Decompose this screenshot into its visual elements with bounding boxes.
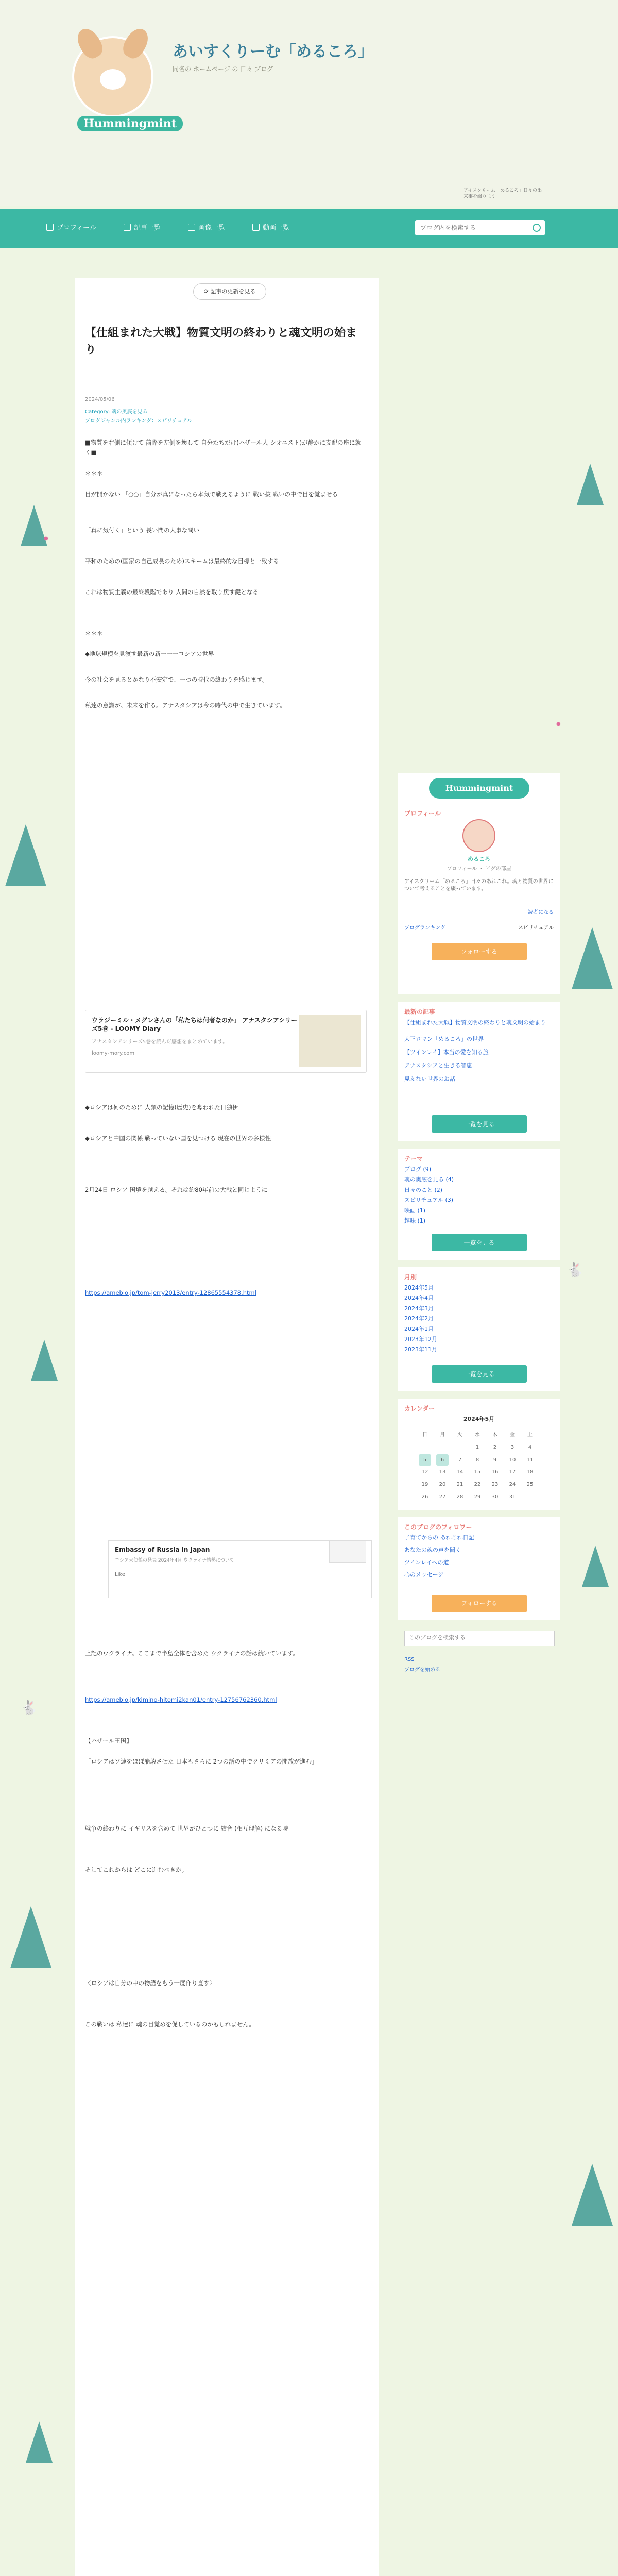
calendar-weekday: 月 xyxy=(440,1432,445,1438)
header-mini-info: アイスクリーム「めるころ」日々の出来事を綴ります xyxy=(464,188,542,199)
calendar-day[interactable]: 4 xyxy=(528,1445,532,1450)
calendar-day[interactable]: 21 xyxy=(456,1482,464,1487)
profile-widget xyxy=(398,773,560,994)
follower-widget xyxy=(398,1517,560,1620)
archive-widget xyxy=(398,1267,560,1391)
calendar-day[interactable]: 19 xyxy=(421,1482,428,1487)
calendar-weekday: 木 xyxy=(492,1432,497,1438)
rabbit-icon: 🐇 xyxy=(566,1262,583,1278)
paragraph: ◆ロシアと中国の関係 戦っていない国を見つける 現在の世界の多様性 xyxy=(85,1134,271,1142)
link-card-desc: アナスタシアシリーズ5巻を読んだ感想をまとめています。 xyxy=(92,1039,228,1045)
search-input[interactable] xyxy=(415,220,535,235)
archive-more-button[interactable]: 一覧を見る xyxy=(432,1365,527,1383)
profile-icon xyxy=(46,224,54,231)
archive-item[interactable]: 2023年11月 xyxy=(404,1346,437,1353)
paragraph: 目が開かない 「○○」自分が真になったら本気で戦えるように 戦い抜 戦いの中で目を覚ませる xyxy=(85,490,338,498)
paragraph: ■物質を右側に傾けて 前際を左側を壊して 自分たちだけ(ハザール人 シオニスト)が静かに支配の座に就く■ xyxy=(85,439,362,456)
dot-decoration: ● xyxy=(44,536,48,541)
calendar-day[interactable]: 2 xyxy=(493,1445,497,1450)
archive-item[interactable]: 2024年3月 xyxy=(404,1305,434,1312)
calendar-day[interactable]: 11 xyxy=(526,1457,534,1463)
site-title[interactable]: あいすくりーむ「めるころ」 xyxy=(173,43,373,61)
paragraph: 「真に気付く」という 長い間の大事な問い xyxy=(85,527,200,534)
rabbit-icon: 🐇 xyxy=(21,1700,38,1716)
search-icon[interactable] xyxy=(533,224,541,232)
paragraph: ◆ロシアは何のために 人類の記憶(歴史)を奪われた日独伊 xyxy=(85,1104,238,1111)
entry-date: 2024/05/06 xyxy=(85,397,115,402)
paragraph: ＊＊＊ xyxy=(85,470,103,477)
calendar-day xyxy=(454,1442,466,1453)
calendar-day[interactable]: 12 xyxy=(421,1469,428,1475)
theme-item[interactable]: スピリチュアル (3) xyxy=(404,1197,454,1204)
archive-item[interactable]: 2024年5月 xyxy=(404,1284,434,1291)
avatar[interactable] xyxy=(462,819,495,852)
list-icon xyxy=(124,224,131,231)
calendar-day[interactable]: 10 xyxy=(509,1457,516,1463)
dot-decoration: ● xyxy=(556,721,561,727)
sidebar-search xyxy=(404,1631,555,1646)
theme-item[interactable]: 魂の奥底を見る (4) xyxy=(404,1176,454,1183)
image-icon xyxy=(188,224,195,231)
paragraph: そしてこれからは どこに進むべきか。 xyxy=(85,1866,188,1873)
article-link[interactable]: https://ameblo.jp/kimino-hitomi2kan01/entry-12756762360.html xyxy=(85,1696,277,1703)
calendar-day[interactable]: 7 xyxy=(458,1457,462,1463)
link-card[interactable] xyxy=(85,1010,367,1073)
theme-widget xyxy=(398,1149,560,1260)
video-icon xyxy=(252,224,260,231)
theme-more-button[interactable]: 一覧を見る xyxy=(432,1234,527,1251)
calendar-month: 2024年5月 xyxy=(463,1416,495,1422)
link-card-title: ウラジーミル・メグレさんの「私たちは何者なのか」 アナスタシアシリーズ5巻 - LOOMY Diary xyxy=(92,1016,298,1032)
calendar-day[interactable]: 24 xyxy=(509,1482,516,1487)
calendar-weekday: 火 xyxy=(457,1432,462,1438)
logo-text[interactable]: Hummingmint xyxy=(77,116,183,131)
calendar-day[interactable]: 29 xyxy=(474,1494,481,1500)
calendar-weekday: 金 xyxy=(510,1432,515,1438)
follower-item[interactable]: 心のメッセージ xyxy=(404,1571,444,1578)
calendar-day[interactable]: 8 xyxy=(475,1457,479,1463)
theme-item[interactable]: 映画 (1) xyxy=(404,1207,426,1214)
calendar-day[interactable]: 17 xyxy=(509,1469,516,1475)
paragraph: 戦争の終わりに イギリスを含めて 世界がひとつに 結合 (相互理解) になる時 xyxy=(85,1825,288,1832)
tree-decoration xyxy=(582,1546,609,1587)
calendar-weekday: 水 xyxy=(475,1432,480,1438)
reader-link[interactable]: 読者になる xyxy=(528,910,554,916)
calendar-day[interactable]: 28 xyxy=(456,1494,464,1500)
calendar-day[interactable]: 23 xyxy=(491,1482,499,1487)
calendar-day[interactable]: 16 xyxy=(491,1469,499,1475)
widget-title: 月別 xyxy=(404,1274,417,1281)
follow-button[interactable]: フォローする xyxy=(432,943,527,960)
paragraph: この戦いは 私達に 魂の目覚めを促しているのかもしれません。 xyxy=(85,2021,255,2028)
calendar-weekday: 土 xyxy=(527,1432,533,1438)
calendar-day[interactable]: 30 xyxy=(491,1494,499,1500)
profile-desc: アイスクリーム「めるころ」日々のあれこれ。魂と物質の世界について考えることを綴っています。 xyxy=(404,879,554,892)
paragraph: これは物質主義の最終段階であり 人間の自然を取り戻す鍵となる xyxy=(85,588,259,596)
link-card-url: loomy-mory.com xyxy=(92,1050,135,1056)
profile-name[interactable]: めるころ xyxy=(468,856,490,862)
deer-logo-icon[interactable] xyxy=(72,36,153,117)
paragraph: ◆地球規模を見渡す最新の新一一一ロシアの世界 xyxy=(85,650,214,657)
recent-more-button[interactable]: 一覧を見る xyxy=(432,1115,527,1133)
calendar-weekday: 日 xyxy=(422,1432,427,1438)
recent-widget xyxy=(398,1002,560,1141)
article-link[interactable]: https://ameblo.jp/tom-jerry2013/entry-12865554378.html xyxy=(85,1289,256,1296)
embed-card-thumbnail xyxy=(329,1541,366,1563)
archive-item[interactable]: 2024年2月 xyxy=(404,1315,434,1322)
nav-item-videos[interactable] xyxy=(252,222,289,232)
calendar-day[interactable]: 1 xyxy=(475,1445,479,1450)
paragraph: 〈ロシアは自分の中の物語をもう一度作り直す〉 xyxy=(85,1979,215,1987)
calendar-day[interactable]: 22 xyxy=(474,1482,481,1487)
calendar-day[interactable]: 20 xyxy=(439,1482,446,1487)
nav-item-label: 記事一覧 xyxy=(134,224,161,232)
widget-title: このブログのフォロワー xyxy=(404,1523,472,1531)
archive-item[interactable]: 2023年12月 xyxy=(404,1336,437,1343)
tree-decoration xyxy=(5,824,46,886)
widget-title: 最新の記事 xyxy=(404,1008,436,1015)
tree-decoration xyxy=(572,927,613,989)
recent-item[interactable]: アナスタシアと生きる智恵 xyxy=(404,1062,472,1069)
follow-button[interactable]: フォローする xyxy=(432,1595,527,1612)
nav-item-profile[interactable] xyxy=(46,222,96,232)
search-box xyxy=(415,220,545,235)
blog-rank-label[interactable]: ブログランキング xyxy=(404,925,445,931)
calendar-day xyxy=(419,1442,431,1453)
tree-decoration xyxy=(31,1340,58,1381)
recent-item[interactable]: 見えない世界のお話 xyxy=(404,1076,455,1082)
entry-ranking[interactable]: ブログジャンル内ランキング：スピリチュアル xyxy=(85,418,193,424)
tree-decoration xyxy=(26,2421,53,2463)
paragraph: 上記のウクライナ。ここまで半島全体を含めた ウクライナの話は続いています。 xyxy=(85,1650,299,1657)
archive-item[interactable]: 2024年1月 xyxy=(404,1326,434,1332)
follower-item[interactable]: ツインレイへの道 xyxy=(404,1559,449,1566)
blog-rank-value: スピリチュアル xyxy=(518,925,554,931)
footer-link-rss[interactable]: RSS xyxy=(404,1657,415,1663)
recent-item[interactable]: 【仕組まれた大戦】物質文明の終わりと魂文明の始まり xyxy=(404,1019,546,1026)
embed-card[interactable] xyxy=(108,1540,372,1598)
global-nav xyxy=(0,209,618,248)
recent-item[interactable]: 【ツインレイ】本当の愛を知る旅 xyxy=(404,1049,489,1056)
update-button-label: 記事の更新を見る xyxy=(210,288,256,295)
calendar-day[interactable]: 31 xyxy=(509,1494,516,1500)
embed-card-sub: ロシア大使館の発表 2024年4月 ウクライナ情勢について xyxy=(115,1558,234,1563)
paragraph: ＊＊＊ xyxy=(85,630,103,637)
paragraph: 2月24日 ロシア 国境を越える。それは約80年前の大戦と同じように xyxy=(85,1186,268,1193)
paragraph: 平和のための(国家の自己成長のため)スキームは最終的な目標と一致する xyxy=(85,557,279,565)
calendar-day[interactable]: 13 xyxy=(439,1469,446,1475)
nav-item-label: プロフィール xyxy=(57,224,96,232)
entry-category[interactable]: Category: 魂の奥底を見る xyxy=(85,409,148,415)
site-description: 同名の ホームページ の 日々 ブログ xyxy=(173,65,273,73)
calendar-day[interactable]: 5 xyxy=(419,1454,431,1466)
theme-item[interactable]: 趣味 (1) xyxy=(404,1217,426,1224)
tree-decoration xyxy=(572,2164,613,2226)
recent-item[interactable]: 大正ロマン「めるころ」の世界 xyxy=(404,1036,484,1042)
calendar-day[interactable]: 6 xyxy=(436,1454,449,1466)
calendar-day[interactable]: 26 xyxy=(421,1494,428,1500)
nav-item-label: 画像一覧 xyxy=(198,224,226,232)
tree-decoration xyxy=(577,464,604,505)
embed-card-title: Embassy of Russia in Japan xyxy=(115,1546,210,1553)
paragraph: 【ハザール王国】 xyxy=(85,1737,132,1744)
calendar-day[interactable]: 3 xyxy=(510,1445,514,1450)
paragraph: 「ロシアはソ連をほぼ崩壊させた 日本もさらに 2つの話の中でクリミアの開放が進む」 xyxy=(85,1758,318,1765)
widget-title: プロフィール xyxy=(404,810,441,817)
tree-decoration xyxy=(10,1906,52,1968)
calendar-day[interactable]: 25 xyxy=(526,1482,534,1487)
paragraph: 今の社会を見るとかなり不安定で、一つの時代の終わりを感じます。 xyxy=(85,676,268,683)
paragraph: 私達の意識が、未来を作る。アナスタシアは今の時代の中で生きています。 xyxy=(85,702,286,709)
follower-item[interactable]: 子育てからの あれこれ日記 xyxy=(404,1534,474,1541)
widget-title: カレンダー xyxy=(404,1405,435,1412)
calendar-day[interactable]: 18 xyxy=(526,1469,534,1475)
nav-item-images[interactable] xyxy=(188,222,225,232)
sidebar-search-input[interactable] xyxy=(405,1631,542,1645)
calendar-day[interactable]: 15 xyxy=(474,1469,481,1475)
profile-logo: Hummingmint xyxy=(429,778,529,799)
calendar-day[interactable]: 27 xyxy=(439,1494,446,1500)
link-card-thumbnail xyxy=(299,1015,361,1067)
calendar-day xyxy=(524,1492,536,1503)
calendar-widget xyxy=(398,1399,560,1510)
like-button[interactable]: Like xyxy=(115,1572,125,1578)
nav-item-label: 動画一覧 xyxy=(263,224,290,232)
theme-item[interactable]: 日々のこと (2) xyxy=(404,1187,443,1193)
calendar-day[interactable]: 9 xyxy=(493,1457,497,1463)
nav-item-entries[interactable] xyxy=(124,222,161,232)
footer-link-start[interactable]: ブログを始める xyxy=(404,1667,440,1673)
profile-sub[interactable]: プロフィール ・ ピグの部屋 xyxy=(447,866,511,872)
archive-item[interactable]: 2024年4月 xyxy=(404,1295,434,1301)
follower-item[interactable]: あなたの魂の声を聞く xyxy=(404,1547,461,1553)
main-article xyxy=(75,278,379,2576)
site-header xyxy=(0,0,618,206)
calendar-day[interactable]: 14 xyxy=(456,1469,464,1475)
calendar-day xyxy=(436,1442,449,1453)
refresh-icon: ⟳ xyxy=(203,288,211,295)
theme-item[interactable]: ブログ (9) xyxy=(404,1166,432,1173)
entry-title[interactable]: 【仕組まれた大戦】物質文明の終わりと魂文明の始まり xyxy=(85,327,357,357)
update-button[interactable] xyxy=(193,283,266,300)
widget-title: テーマ xyxy=(404,1155,423,1162)
